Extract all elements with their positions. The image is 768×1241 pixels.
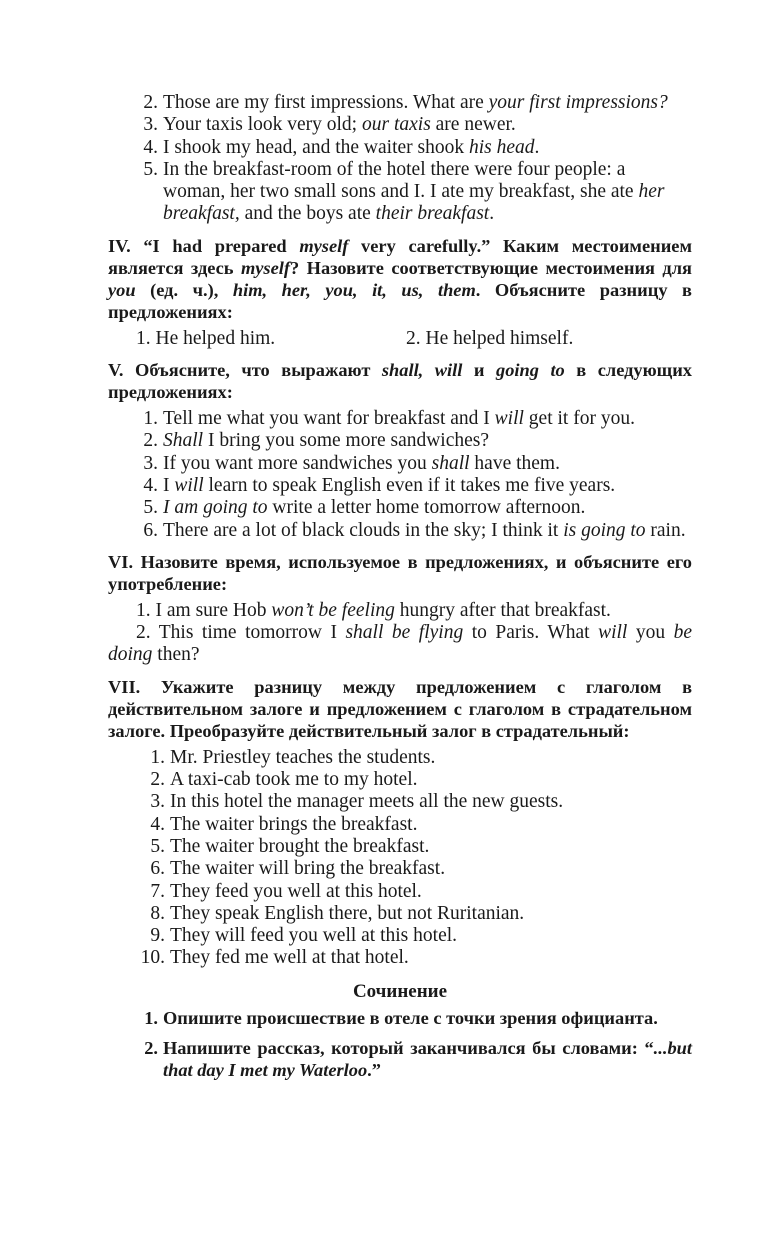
list-item [108, 903, 692, 925]
item-number: 5. [143, 158, 158, 180]
section-6-sentence-1 [108, 600, 692, 622]
text-run: very carefully.” Каким местоимением является здесь [108, 235, 692, 278]
text-run: The waiter brings the breakfast. [170, 813, 418, 835]
text-run: write a letter home tomorrow afternoon. [267, 497, 586, 519]
text-run: Tell me what you want for breakfast and I [163, 408, 495, 430]
italic-text: shall, will [381, 360, 463, 381]
italic-text: you [108, 279, 136, 300]
composition-title: Сочинение [352, 980, 448, 1002]
item-text [170, 903, 692, 925]
section-7-list [108, 747, 692, 970]
item-text [163, 137, 692, 159]
list-item [108, 159, 692, 226]
text-run: A taxi-cab took me to my hotel. [170, 769, 418, 791]
italic-text: his head [468, 136, 535, 158]
list-item [108, 520, 692, 542]
list-item [108, 925, 692, 947]
text-run: в следующих предложениях: [108, 360, 692, 403]
section-5-heading [108, 359, 692, 403]
italic-text: their breakfast [375, 203, 490, 225]
section-6-heading [108, 551, 692, 595]
text-run: then? [152, 644, 200, 666]
text-run: There are a lot of black clouds in the sky; I think it [163, 519, 564, 541]
italic-text: ...but that day I met my Waterloo [163, 1038, 692, 1081]
italic-text: myself [240, 257, 290, 278]
section-3-list [108, 92, 692, 226]
text-run: Напишите рассказ, который заканчивался бы словами: “ [163, 1038, 654, 1059]
item-text [163, 497, 692, 519]
list-item [108, 114, 692, 136]
list-item [108, 769, 692, 791]
list-item [108, 408, 692, 430]
text-run: Опишите происшествие в отеле с точки зрения официанта. [163, 1008, 658, 1029]
example-left: 1. He helped him. [136, 327, 276, 349]
composition-task [108, 1037, 692, 1081]
item-text [163, 92, 692, 114]
italic-text: won’t be feeling [271, 599, 395, 621]
item-number: 5. [150, 835, 165, 857]
item-number: 7. [150, 880, 165, 902]
text-run: I bring you some more sandwiches? [203, 430, 490, 452]
item-number: 1. [143, 408, 158, 430]
item-number: 3. [143, 114, 158, 136]
text-run: They speak English there, but not Ruritanian. [170, 902, 525, 924]
item-text [163, 159, 692, 226]
text-run: They feed you well at this hotel. [170, 880, 422, 902]
text-run: to Paris. What [463, 622, 599, 644]
item-number: 9. [150, 925, 165, 947]
list-item [108, 497, 692, 519]
text-run: V. Объясните, что выражают [108, 360, 382, 381]
text-run: IV. “I had prepared [108, 235, 300, 256]
text-run: and the boys ate [239, 203, 376, 225]
list-item [108, 791, 692, 813]
list-item [108, 453, 692, 475]
text-run: In this hotel the manager meets all the new guests. [170, 791, 564, 813]
text-run: They fed me well at that hotel. [170, 947, 409, 969]
italic-text: shall be flying [345, 622, 464, 644]
text-run: I [163, 474, 175, 496]
text-run: .” [367, 1060, 381, 1081]
text-run: I shook my head, and the waiter shook [163, 136, 469, 158]
text-run: 2. This time tomorrow I [136, 622, 346, 644]
text-run: Those are my first impressions. What are [163, 92, 489, 113]
item-number: 1. [150, 746, 165, 768]
italic-text: I am going to [163, 497, 268, 519]
italic-text: Shall [163, 430, 204, 452]
task-text [163, 1037, 692, 1081]
composition-task [108, 1007, 692, 1029]
item-number: 5. [143, 497, 158, 519]
text-run: VII. Укажите разницу между предложением с глаголом в действительном залоге и предложением с глаголом в страдательном залоге. Преобразуйте действительный залог в страдательный: [108, 676, 692, 741]
text-run: hungry after that breakfast. [394, 599, 611, 621]
list-item [108, 475, 692, 497]
list-item [108, 747, 692, 769]
item-text [170, 836, 692, 858]
item-text [163, 114, 692, 136]
italic-text: going to [496, 360, 565, 381]
list-item [108, 814, 692, 836]
italic-text: be doing [108, 622, 693, 666]
item-text [170, 747, 692, 769]
item-number: 8. [150, 902, 165, 924]
list-item [108, 947, 692, 969]
item-text [170, 947, 692, 969]
item-text [170, 769, 692, 791]
list-item [108, 92, 692, 114]
section-6-sentence-2 [108, 622, 692, 667]
text-run: . Объясните разницу в предложениях: [108, 279, 692, 322]
text-run: . [489, 203, 495, 225]
section-7-heading [108, 676, 692, 742]
item-text [163, 475, 692, 497]
item-number: 6. [150, 858, 165, 880]
text-run: you [627, 622, 674, 644]
text-run: Your taxis look very old; [163, 114, 362, 136]
text-run: . [534, 136, 540, 158]
item-text [163, 520, 692, 542]
italic-text: him, her, you, it, us, them [232, 279, 476, 300]
text-run: If you want more sandwiches you [163, 452, 432, 474]
item-text [163, 453, 692, 475]
item-number: 2. [150, 769, 165, 791]
italic-text: shall [431, 452, 470, 474]
task-number: 2. [144, 1038, 158, 1059]
item-number: 2. [143, 92, 158, 113]
italic-text: will [494, 408, 524, 430]
item-number: 4. [150, 813, 165, 835]
section-4-heading [108, 235, 692, 323]
item-number: 6. [143, 519, 158, 541]
item-number: 3. [143, 452, 158, 474]
italic-text: will [598, 622, 628, 644]
item-number: 3. [150, 791, 165, 813]
item-text [163, 408, 692, 430]
list-item [108, 881, 692, 903]
section-5-list [108, 408, 692, 542]
text-run: The waiter will bring the breakfast. [170, 858, 446, 880]
item-text [170, 881, 692, 903]
list-item [108, 858, 692, 880]
list-item [108, 430, 692, 452]
item-text [170, 925, 692, 947]
item-number: 4. [143, 474, 158, 496]
section-4-examples [108, 328, 692, 350]
italic-text: is going to [563, 519, 646, 541]
text-run: и [462, 360, 497, 381]
italic-text: your first impressions? [488, 92, 668, 113]
text-run: get it for you. [523, 408, 635, 430]
italic-text: her breakfast, [163, 181, 665, 225]
italic-text: will [174, 474, 204, 496]
task-text [163, 1007, 692, 1029]
text-run: They will feed you well at this hotel. [170, 925, 458, 947]
italic-text: myself [299, 235, 349, 256]
text-run: VI. Назовите время, используемое в предложениях, и объясните его употребление: [108, 551, 692, 594]
text-run: Mr. Priestley teaches the students. [170, 746, 436, 768]
item-number: 4. [143, 136, 158, 158]
item-text [163, 430, 692, 452]
example-right: 2. He helped himself. [406, 327, 574, 349]
text-run: ? Назовите соответствующие местоимения для [290, 257, 692, 278]
item-text [170, 858, 692, 880]
list-item [108, 836, 692, 858]
text-run: 1. I am sure Hob [136, 599, 272, 621]
item-number: 10. [140, 947, 165, 969]
text-run: (ед. ч.), [135, 279, 233, 300]
text-run: learn to speak English even if it takes me five years. [203, 474, 616, 496]
text-run: are newer. [430, 114, 516, 136]
text-run: rain. [645, 519, 686, 541]
text-run: In the breakfast-room of the hotel there were four people: a woman, her two small sons and I. I ate my breakfast, she ate [163, 158, 639, 203]
italic-text: our taxis [361, 114, 431, 136]
text-run: The waiter brought the breakfast. [170, 835, 430, 857]
task-number: 1. [144, 1008, 158, 1029]
item-number: 2. [143, 430, 158, 452]
text-run: have them. [469, 452, 560, 474]
list-item [108, 137, 692, 159]
page-content [108, 92, 692, 1089]
item-text [170, 814, 692, 836]
item-text [170, 791, 692, 813]
